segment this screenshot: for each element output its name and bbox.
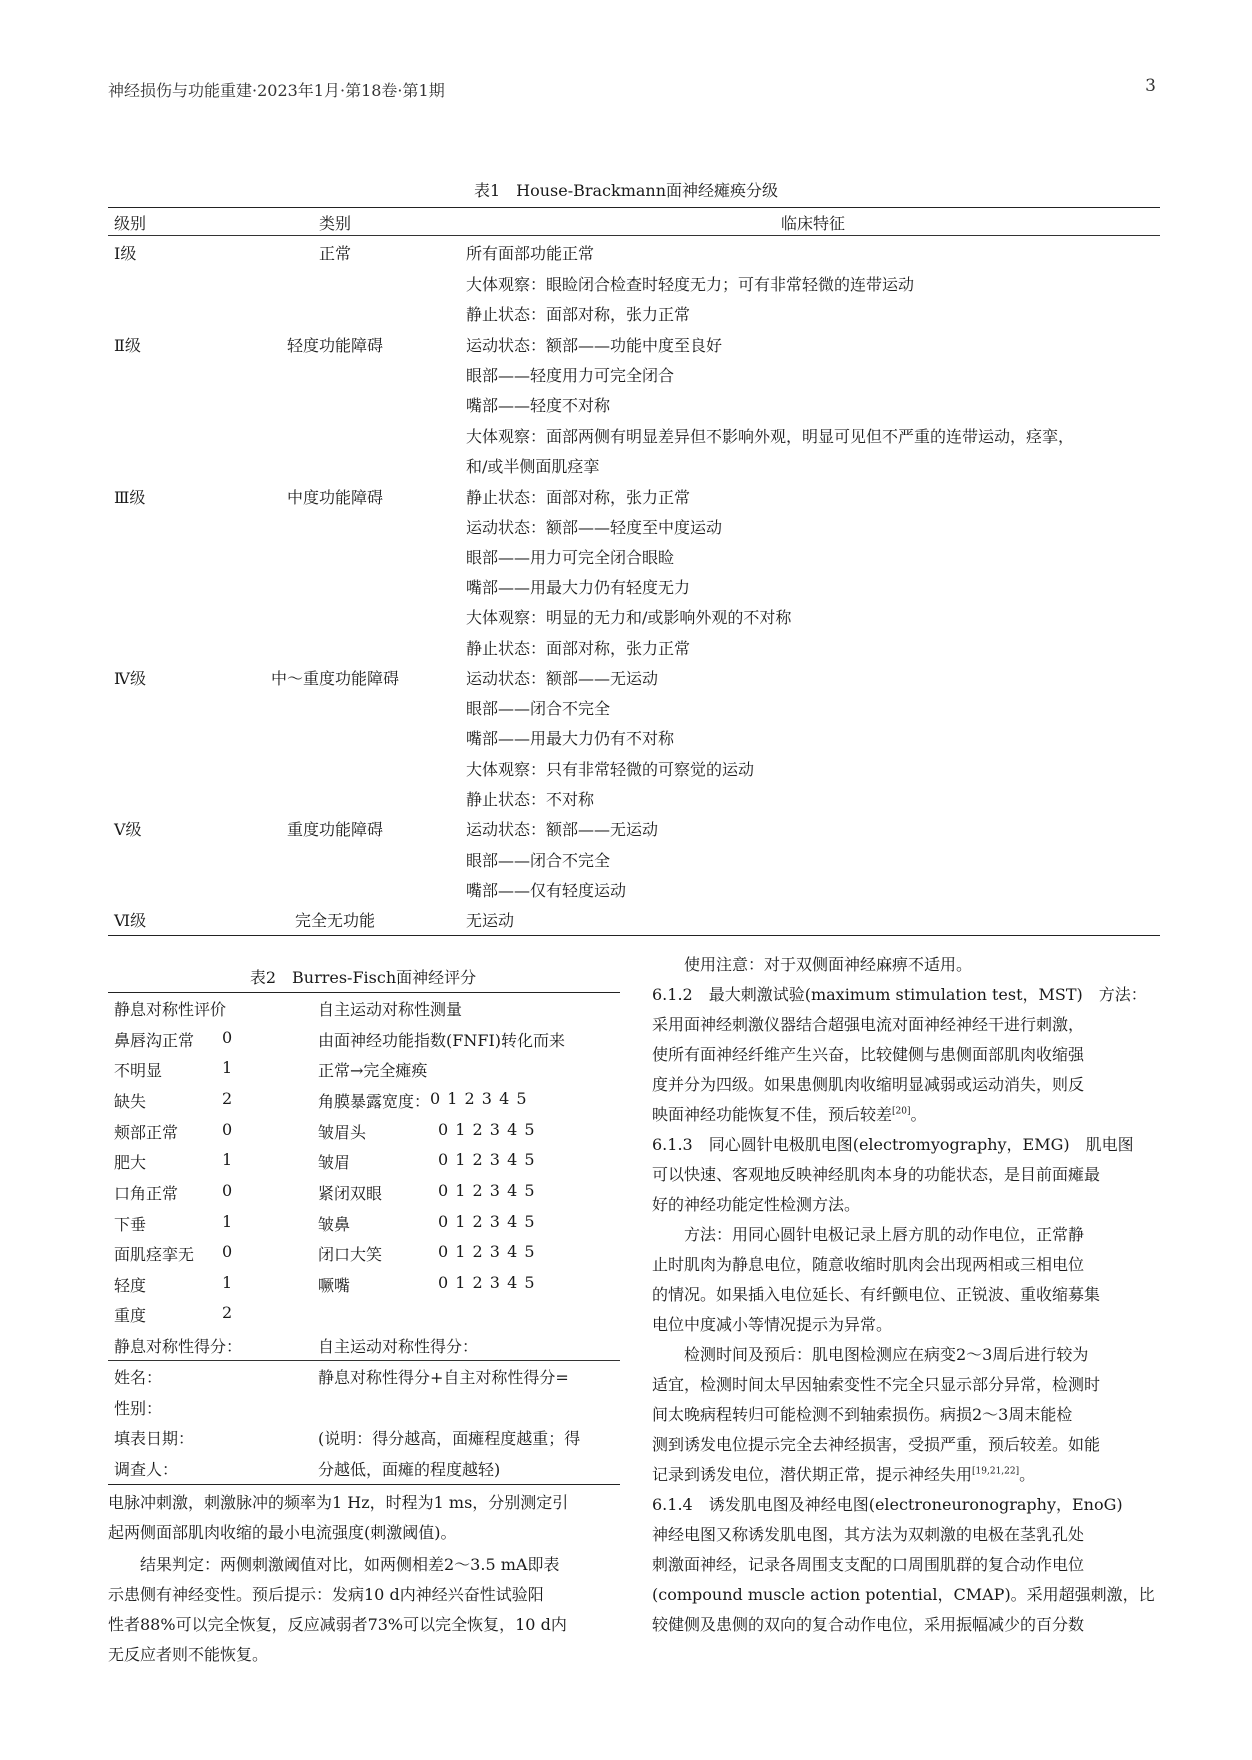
table2-footer-label: 姓名： xyxy=(114,1368,163,1387)
table1-grade: Ⅵ级 xyxy=(114,911,147,930)
journal-header: 神经损伤与功能重建·2023年1月·第18卷·第1期 xyxy=(108,81,445,100)
table2-cell: 轻度 xyxy=(114,1276,147,1295)
table2-cell: 1 xyxy=(222,1150,233,1169)
text-line: 可以快速、客观地反映神经肌肉本身的功能状态，是目前面瘫最 xyxy=(652,1165,1101,1184)
text-line: 度并分为四级。如果患侧肌肉收缩明显减弱或运动消失，则反 xyxy=(652,1075,1085,1094)
table1-feature: 运动状态：额部——无运动 xyxy=(466,669,659,688)
table2-mid-rule xyxy=(108,1360,620,1361)
table1-feature: 嘴部——用最大力仍有轻度无力 xyxy=(466,578,691,597)
table1-header-grade: 级别 xyxy=(114,214,147,233)
table2-cell: 鼻唇沟正常 xyxy=(114,1031,195,1050)
table1-grade: Ⅱ级 xyxy=(114,336,141,355)
text-line: 较健侧及患侧的双向的复合动作电位，采用振幅减少的百分数 xyxy=(652,1615,1085,1634)
table2-cell: 面肌痉挛无 xyxy=(114,1245,195,1264)
text-fragment: 。 xyxy=(1019,1465,1036,1484)
table2-cell: 重度 xyxy=(114,1306,147,1325)
text-line: 测到诱发电位提示完全去神经损害，受损严重，预后较差。如能 xyxy=(652,1435,1101,1454)
text-line: 采用面神经刺激仪器结合超强电流对面神经神经干进行刺激， xyxy=(652,1015,1085,1034)
text-line: 起两侧面部肌肉收缩的最小电流强度(刺激阈值)。 xyxy=(108,1523,457,1542)
table2-rest-score: 静息对称性得分： xyxy=(114,1337,243,1356)
table2-header-voluntary: 自主运动对称性测量 xyxy=(318,1000,463,1019)
table2-top-rule xyxy=(108,992,620,993)
table1-category: 重度功能障碍 xyxy=(286,820,383,839)
table2-cell: 0 xyxy=(222,1120,233,1139)
table1-header-features: 临床特征 xyxy=(780,214,845,233)
table2-cell: 0 xyxy=(222,1181,233,1200)
table1-feature: 嘴部——轻度不对称 xyxy=(466,396,611,415)
table1-feature: 大体观察：明显的无力和/或影响外观的不对称 xyxy=(466,608,792,627)
table1-category: 正常 xyxy=(318,244,351,263)
table2-cell: 由面神经功能指数(FNFI)转化而来 xyxy=(318,1031,566,1050)
table1-feature: 眼部——轻度用力可完全闭合 xyxy=(466,366,675,385)
table1-grade: Ⅰ级 xyxy=(114,244,137,263)
table2-footer-label: 性别： xyxy=(114,1399,163,1418)
text-line: 止时肌肉为静息电位，随意收缩时肌肉会出现两相或三相电位 xyxy=(652,1255,1085,1274)
table1-feature: 静止状态：面部对称，张力正常 xyxy=(466,639,691,658)
text-fragment: 。 xyxy=(910,1105,927,1124)
text-fragment: 映面神经功能恢复不佳，预后较差 xyxy=(652,1105,893,1124)
table2-scale: 0 1 2 3 4 5 xyxy=(438,1212,536,1231)
text-fragment: 记录到诱发电位，潜伏期正常，提示神经失用 xyxy=(652,1465,973,1484)
text-line: 示患侧有神经变性。预后提示：发病10 d内神经兴奋性试验阳 xyxy=(108,1585,544,1604)
left-paragraph-1 xyxy=(108,1488,620,1548)
table2-footer-label: 调查人： xyxy=(114,1460,179,1479)
table2-cell: 0 xyxy=(222,1028,233,1047)
text-line: 的情况。如果插入电位延长、有纤颤电位、正锐波、重收缩募集 xyxy=(652,1285,1101,1304)
table2-footer-label: 填表日期： xyxy=(114,1429,195,1448)
text-line: 电脉冲刺激，刺激脉冲的频率为1 Hz，时程为1 ms，分别测定引 xyxy=(108,1493,569,1512)
table2-cell: 噘嘴 xyxy=(318,1276,351,1295)
table2-cell: 角膜暴露宽度： xyxy=(318,1092,431,1111)
table2-cell: 1 xyxy=(222,1058,233,1077)
table1-feature: 静止状态：面部对称，张力正常 xyxy=(466,305,691,324)
table2-cell: 2 xyxy=(222,1089,233,1108)
left-paragraph-2 xyxy=(108,1550,620,1670)
table1-feature: 眼部——用力可完全闭合眼睑 xyxy=(466,548,675,567)
table1-header-rule xyxy=(108,235,1160,236)
table2-cell: 肥大 xyxy=(114,1153,147,1172)
table2-cell: 0 xyxy=(222,1242,233,1261)
table1-feature: 静止状态：不对称 xyxy=(466,790,595,809)
text-line xyxy=(652,1100,1164,1130)
text-line: (compound muscle action potential，CMAP)。采用超强刺激，比 xyxy=(652,1585,1155,1604)
table1-feature: 无运动 xyxy=(466,911,515,930)
table1-header-category: 类别 xyxy=(318,214,351,233)
section-6-1-4-heading: 6.1.4 诱发肌电图及神经电图(electroneuronography，EnoG) xyxy=(652,1495,1123,1514)
table1-feature: 和/或半侧面肌痉挛 xyxy=(466,457,600,476)
table2-caption: 表2 Burres-Fisch面神经评分 xyxy=(249,968,477,987)
text-line: 刺激面神经，记录各周围支支配的口周围肌群的复合动作电位 xyxy=(652,1555,1085,1574)
citation[interactable]: [20] xyxy=(892,1106,911,1117)
table2-cell: 下垂 xyxy=(114,1215,147,1234)
table1-feature: 运动状态：额部——功能中度至良好 xyxy=(466,336,723,355)
table2-cell: 紧闭双眼 xyxy=(318,1184,383,1203)
table2-footer-text: 静息对称性得分+自主对称性得分= xyxy=(318,1368,569,1387)
table1-feature: 大体观察：只有非常轻微的可察觉的运动 xyxy=(466,760,755,779)
table2-cell: 1 xyxy=(222,1273,233,1292)
table1-top-rule xyxy=(108,207,1160,208)
citation[interactable]: [19,21,22] xyxy=(972,1466,1020,1477)
table1-feature: 嘴部——仅有轻度运动 xyxy=(466,881,627,900)
table1-feature: 大体观察：面部两侧有明显差异但不影响外观，明显可见但不严重的连带运动，痉挛， xyxy=(466,427,1075,446)
table2-scale: 0 1 2 3 4 5 xyxy=(430,1089,528,1108)
text-line: 方法：用同心圆针电极记录上唇方肌的动作电位，正常静 xyxy=(652,1225,1085,1244)
table2-cell: 1 xyxy=(222,1212,233,1231)
table1-feature: 眼部——闭合不完全 xyxy=(466,851,611,870)
table1-bottom-rule xyxy=(108,935,1160,936)
text-line: 电位中度减小等情况提示为异常。 xyxy=(652,1315,893,1334)
table2-footer-text: (说明：得分越高，面瘫程度越重；得 xyxy=(318,1429,581,1448)
table1-category: 中度功能障碍 xyxy=(286,488,383,507)
table1-feature: 大体观察：眼睑闭合检查时轻度无力；可有非常轻微的连带运动 xyxy=(466,275,915,294)
table1-category: 轻度功能障碍 xyxy=(286,336,383,355)
section-6-1-2-heading: 6.1.2 最大刺激试验(maximum stimulation test，MST) 方法： xyxy=(652,985,1147,1004)
text-line: 好的神经功能定性检测方法。 xyxy=(652,1195,861,1214)
table2-cell: 皱眉头 xyxy=(318,1123,367,1142)
section-6-1-3-heading: 6.1.3 同心圆针电极肌电图(electromyography，EMG) 肌电图 xyxy=(652,1135,1134,1154)
table2-scale: 0 1 2 3 4 5 xyxy=(438,1273,536,1292)
text-line: 结果判定：两侧刺激阈值对比，如两侧相差2～3.5 mA即表 xyxy=(108,1555,560,1574)
text-line: 无反应者则不能恢复。 xyxy=(108,1645,269,1664)
table1-feature: 静止状态：面部对称，张力正常 xyxy=(466,488,691,507)
table2-footer-text: 分越低，面瘫的程度越轻) xyxy=(318,1460,501,1479)
table1-feature: 运动状态：额部——轻度至中度运动 xyxy=(466,518,723,537)
table2-cell: 皱眉 xyxy=(318,1153,351,1172)
text-line: 检测时间及预后：肌电图检测应在病变2～3周后进行较为 xyxy=(652,1345,1089,1364)
table2-scale: 0 1 2 3 4 5 xyxy=(438,1120,536,1139)
text-line: 使所有面神经纤维产生兴奋，比较健侧与患侧面部肌肉收缩强 xyxy=(652,1045,1085,1064)
table2-cell: 颊部正常 xyxy=(114,1123,179,1142)
table2-scale: 0 1 2 3 4 5 xyxy=(438,1181,536,1200)
table2-cell: 口角正常 xyxy=(114,1184,179,1203)
text-line: 间太晚病程转归可能检测不到轴索损伤。病损2～3周末能检 xyxy=(652,1405,1073,1424)
table2-scale: 0 1 2 3 4 5 xyxy=(438,1242,536,1261)
table1-feature: 嘴部——用最大力仍有不对称 xyxy=(466,729,675,748)
table2-cell: 不明显 xyxy=(114,1061,163,1080)
table1-feature: 运动状态：额部——无运动 xyxy=(466,820,659,839)
text-line: 适宜，检测时间太早因轴索变性不完全只显示部分异常，检测时 xyxy=(652,1375,1101,1394)
table1-category: 完全无功能 xyxy=(294,911,375,930)
table1-grade: Ⅳ级 xyxy=(114,669,146,688)
text-line xyxy=(652,1460,1164,1490)
table1-caption: 表1 House-Brackmann面神经瘫痪分级 xyxy=(473,181,779,200)
table2-scale: 0 1 2 3 4 5 xyxy=(438,1150,536,1169)
table1-feature: 眼部——闭合不完全 xyxy=(466,699,611,718)
text-line: 神经电图又称诱发肌电图，其方法为双刺激的电极在茎乳孔处 xyxy=(652,1525,1085,1544)
table2-cell: 缺失 xyxy=(114,1092,147,1111)
table1-feature: 所有面部功能正常 xyxy=(466,244,595,263)
page-number: 3 xyxy=(1145,76,1156,96)
table1-grade: Ⅲ级 xyxy=(114,488,146,507)
table2-cell: 正常→完全瘫痪 xyxy=(318,1061,428,1080)
table2-cell: 皱鼻 xyxy=(318,1215,351,1234)
table2-voluntary-score: 自主运动对称性得分： xyxy=(318,1337,479,1356)
right-column xyxy=(652,950,1164,1640)
table2-cell: 闭口大笑 xyxy=(318,1245,383,1264)
table2-cell: 2 xyxy=(222,1303,233,1322)
table1-category: 中～重度功能障碍 xyxy=(270,669,399,688)
table2-header-rest: 静息对称性评价 xyxy=(114,1000,227,1019)
text-line: 性者88%可以完全恢复，反应减弱者73%可以完全恢复，10 d内 xyxy=(108,1615,567,1634)
table2-bottom-rule xyxy=(108,1484,620,1485)
table1-grade: Ⅴ级 xyxy=(114,820,142,839)
usage-note: 使用注意：对于双侧面神经麻痹不适用。 xyxy=(652,955,973,974)
